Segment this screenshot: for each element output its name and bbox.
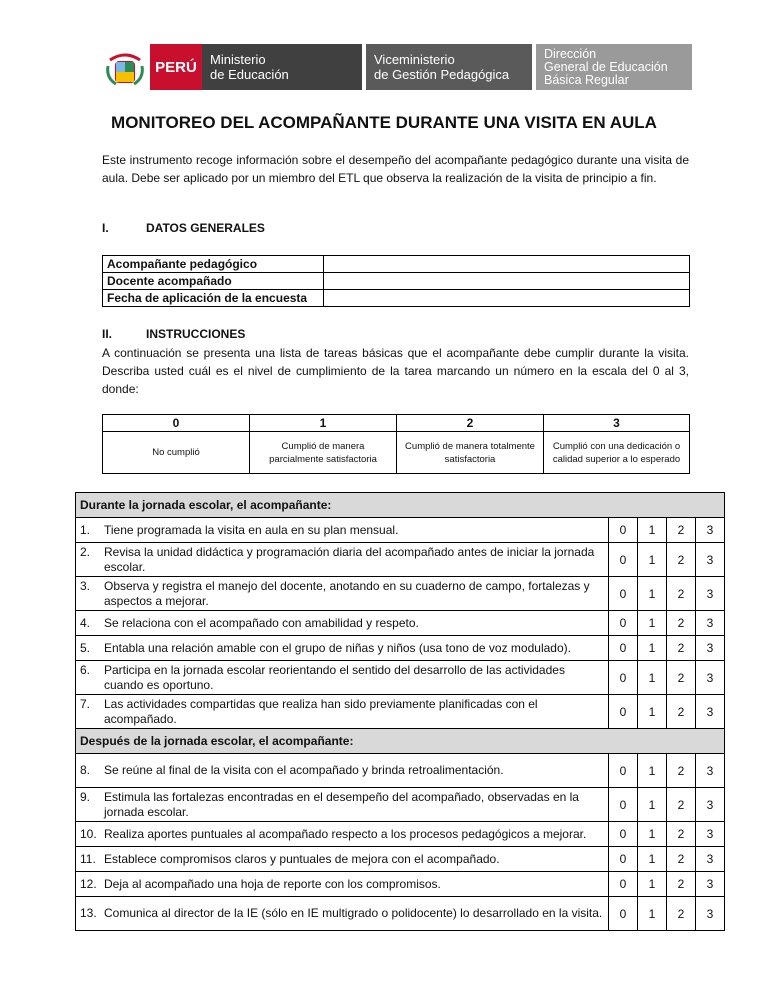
general-label: Fecha de aplicación de la encuesta [103,290,324,307]
score-option-3[interactable]: 3 [696,661,725,695]
score-option-2[interactable]: 2 [667,543,696,577]
task-item [80,827,604,842]
score-option-3[interactable]: 3 [696,754,725,788]
task-item [80,545,604,575]
vice-line2: de Gestión Pedagógica [374,67,510,82]
task-cell [76,518,609,543]
task-cell [76,661,609,695]
score-option-2[interactable]: 2 [667,518,696,543]
general-row [103,290,690,307]
score-option-0[interactable]: 0 [609,518,638,543]
task-item [80,663,604,693]
table-row [76,788,725,822]
score-option-3[interactable]: 3 [696,577,725,611]
evaluation-table [75,492,725,931]
score-option-2[interactable]: 2 [667,577,696,611]
score-option-2[interactable]: 2 [667,754,696,788]
score-option-0[interactable]: 0 [609,822,638,847]
table-row [76,754,725,788]
task-number: 10. [80,826,97,841]
section-instrucciones [102,327,245,341]
table-row [76,822,725,847]
score-option-1[interactable]: 1 [638,847,667,872]
score-option-0[interactable]: 0 [609,754,638,788]
task-item [80,641,604,656]
task-cell [76,543,609,577]
scale-label: Cumplió de manera totalmente satisfactoria [397,432,544,474]
general-data-table [102,255,690,307]
task-text: Establece compromisos claros y puntuales de mejora con el acompañado. [104,851,500,866]
task-text: Estimula las fortalezas encontradas en el desempeño del acompañado, observadas en la jornada escolar. [104,789,579,819]
score-option-0[interactable]: 0 [609,872,638,897]
score-option-0[interactable]: 0 [609,695,638,729]
score-option-0[interactable]: 0 [609,788,638,822]
task-item [80,877,604,892]
general-value-field[interactable] [324,290,690,307]
table-row [76,611,725,636]
task-item [80,906,604,921]
task-number: 6. [80,662,91,677]
score-option-3[interactable]: 3 [696,847,725,872]
page-title: MONITOREO DEL ACOMPAÑANTE DURANTE UNA VISITA EN AULA [111,113,657,132]
score-option-0[interactable]: 0 [609,897,638,931]
task-text: Revisa la unidad didáctica y programación diaria del acompañado antes de iniciar la jornada escolar. [104,544,595,574]
task-cell [76,636,609,661]
score-option-1[interactable]: 1 [638,636,667,661]
table-row [76,577,725,611]
task-text: Se relaciona con el acompañado con amabilidad y respeto. [104,615,419,630]
task-text: Deja al acompañado una hoja de reporte con los compromisos. [104,876,441,891]
section2-number: II. [102,327,113,341]
score-option-0[interactable]: 0 [609,543,638,577]
instructions-paragraph: A continuación se presenta una lista de tareas básicas que el acompañante debe cumplir durante la visita. Describa usted cuál es el nivel de cumplimiento de la tarea marcando un número en la escala del 0 al 3, donde: [102,346,689,396]
task-item [80,579,604,609]
general-value-field[interactable] [324,273,690,290]
task-number: 12. [80,876,97,891]
score-option-1[interactable]: 1 [638,822,667,847]
task-cell [76,897,609,931]
scale-value: 1 [250,415,397,432]
task-text: Realiza aportes puntuales al acompañado respecto a los procesos pedagógicos a mejorar. [104,826,587,841]
score-option-3[interactable]: 3 [696,872,725,897]
table-row [76,847,725,872]
task-text: Se reúne al final de la visita con el acompañado y brinda retroalimentación. [104,763,504,777]
score-option-1[interactable]: 1 [638,754,667,788]
dir-line1: Dirección [544,47,597,61]
task-item [80,852,604,867]
section1-number: I. [102,221,109,235]
score-option-3[interactable]: 3 [696,518,725,543]
score-option-3[interactable]: 3 [696,695,725,729]
scale-value: 0 [103,415,250,432]
direccion-block [536,44,692,90]
task-cell [76,611,609,636]
score-option-1[interactable]: 1 [638,611,667,636]
group-header: Después de la jornada escolar, el acompañante: [76,729,725,754]
general-label: Acompañante pedagógico [103,256,324,273]
scale-value: 2 [397,415,544,432]
task-text: Tiene programada la visita en aula en su plan mensual. [104,522,399,537]
score-option-2[interactable]: 2 [667,822,696,847]
task-number: 3. [80,578,91,593]
score-option-2[interactable]: 2 [667,636,696,661]
section-datos-generales [102,221,265,235]
score-option-2[interactable]: 2 [667,897,696,931]
task-cell [76,695,609,729]
peru-crest-icon [100,44,150,90]
ministerio-line2: de Educación [210,67,289,82]
task-item [80,763,604,778]
task-cell [76,847,609,872]
score-option-1[interactable]: 1 [638,788,667,822]
scale-labels-row [103,432,690,474]
scale-label: Cumplió con una dedicación o calidad superior a lo esperado [544,432,690,474]
group-header: Durante la jornada escolar, el acompañante: [76,493,725,518]
dir-line2: General de Educación [544,60,668,74]
task-text: Comunica al director de la IE (sólo en IE multigrado o polidocente) lo desarrollado en la visita. [104,906,603,920]
general-label: Docente acompañado [103,273,324,290]
scale-label: Cumplió de manera parcialmente satisfactoria [250,432,397,474]
table-row [76,897,725,931]
task-item [80,523,604,538]
scale-label: No cumplió [103,432,250,474]
score-option-3[interactable]: 3 [696,897,725,931]
task-text: Observa y registra el manejo del docente, anotando en su cuaderno de campo, fortalezas y aspectos a mejorar. [104,578,590,608]
task-text: Entabla una relación amable con el grupo de niñas y niños (usa tono de voz modulado). [104,640,571,655]
score-option-3[interactable]: 3 [696,788,725,822]
task-text: Las actividades compartidas que realiza han sido previamente planificadas con el acompañado. [104,696,538,726]
score-option-0[interactable]: 0 [609,636,638,661]
score-option-3[interactable]: 3 [696,543,725,577]
peru-label: PERÚ [150,44,202,90]
task-number: 4. [80,615,91,630]
score-option-3[interactable]: 3 [696,822,725,847]
ministerio-line1: Ministerio [210,52,266,67]
score-option-1[interactable]: 1 [638,543,667,577]
task-item [80,616,604,631]
task-number: 8. [80,763,91,777]
task-item [80,790,604,820]
table-row [76,872,725,897]
viceministerio-block [366,44,532,90]
page-header [100,44,692,90]
score-option-1[interactable]: 1 [638,518,667,543]
score-option-0[interactable]: 0 [609,847,638,872]
task-number: 7. [80,696,91,711]
task-text: Participa en la jornada escolar reorientando el sentido del desarrollo de las actividades cuando es oportuno. [104,662,565,692]
score-option-1[interactable]: 1 [638,897,667,931]
score-option-2[interactable]: 2 [667,788,696,822]
ministerio-block [202,44,362,90]
dir-line3: Básica Regular [544,73,629,87]
score-option-2[interactable]: 2 [667,847,696,872]
table-row [76,695,725,729]
task-cell [76,822,609,847]
score-option-0[interactable]: 0 [609,611,638,636]
task-number: 5. [80,640,91,655]
score-option-1[interactable]: 1 [638,577,667,611]
table-row [76,543,725,577]
section1-title: DATOS GENERALES [146,221,265,235]
table-row [76,518,725,543]
general-row [103,256,690,273]
task-number: 1. [80,522,91,537]
score-option-1[interactable]: 1 [638,661,667,695]
task-number: 9. [80,789,91,804]
intro-paragraph: Este instrumento recoge información sobre el desempeño del acompañante pedagógico durante una visita de aula. Debe ser aplicado por un miembro del ETL que observa la realización de la visita de principio a fin. [102,153,689,185]
score-option-2[interactable]: 2 [667,872,696,897]
scale-value: 3 [544,415,690,432]
task-number: 11. [80,851,96,866]
general-value-field[interactable] [324,256,690,273]
scale-table [102,414,690,474]
score-option-3[interactable]: 3 [696,611,725,636]
table-row [76,661,725,695]
task-cell [76,872,609,897]
task-cell [76,754,609,788]
task-cell [76,577,609,611]
score-option-2[interactable]: 2 [667,611,696,636]
score-option-0[interactable]: 0 [609,577,638,611]
task-item [80,697,604,727]
task-number: 2. [80,544,91,559]
score-option-0[interactable]: 0 [609,661,638,695]
score-option-1[interactable]: 1 [638,695,667,729]
table-row [76,636,725,661]
score-option-2[interactable]: 2 [667,661,696,695]
score-option-1[interactable]: 1 [638,872,667,897]
section2-title: INSTRUCCIONES [146,327,246,341]
group-header-row [76,729,725,754]
group-header-row [76,493,725,518]
scale-values-row [103,415,690,432]
vice-line1: Viceministerio [374,52,455,67]
general-row [103,273,690,290]
task-cell [76,788,609,822]
score-option-3[interactable]: 3 [696,636,725,661]
score-option-2[interactable]: 2 [667,695,696,729]
task-number: 13. [80,906,97,920]
